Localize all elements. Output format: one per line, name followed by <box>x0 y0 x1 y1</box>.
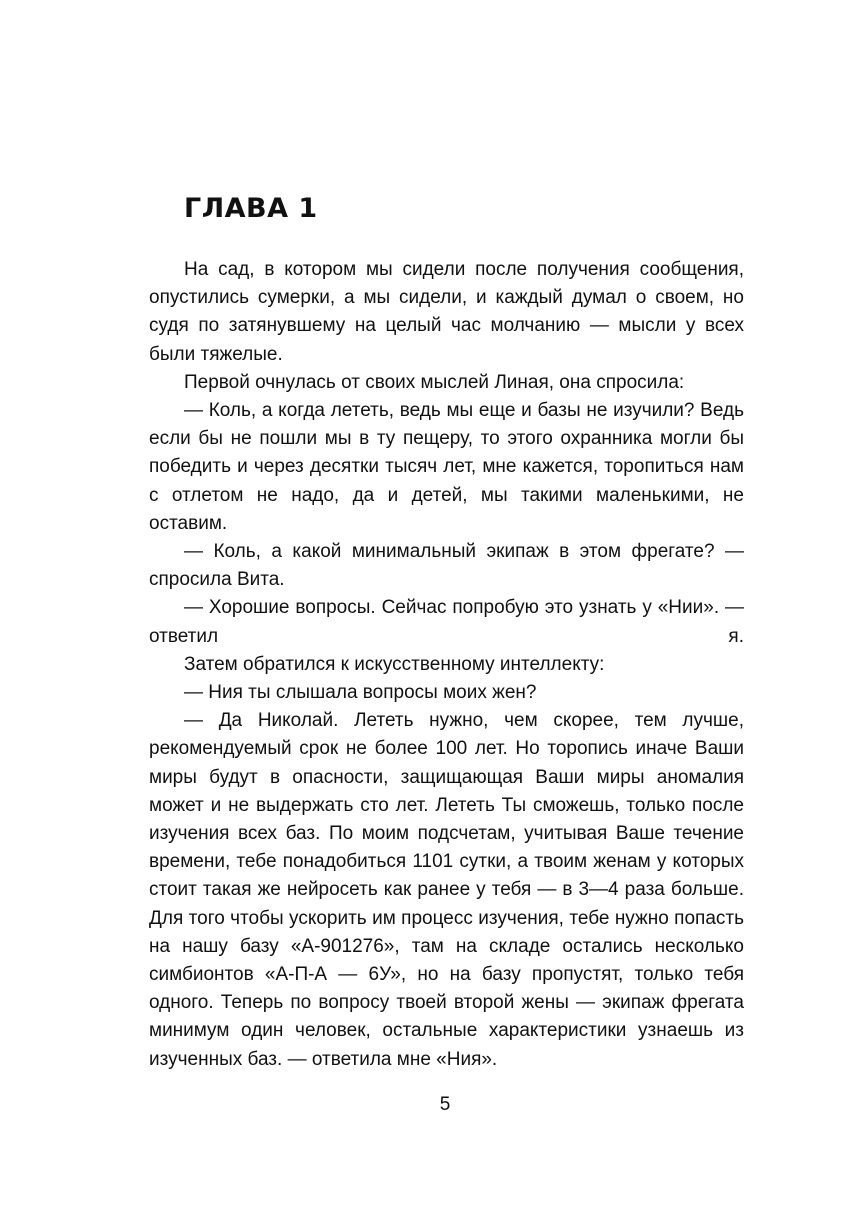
paragraph-4: — Коль, а какой минимальный экипаж в этом фрегате? — спросила Вита. <box>149 541 744 591</box>
paragraph-5: — Хорошие вопросы. Сейчас попробую это узнать у «Нии». — ответил я. <box>149 597 744 647</box>
paragraph-6: Затем обратился к искусственному интеллекту: <box>184 653 605 675</box>
chapter-title: ГЛАВА 1 <box>184 193 318 224</box>
paragraph-7: — Ния ты слышала вопросы моих жен? <box>184 682 537 704</box>
paragraph-8: — Да Николай. Лететь нужно, чем скорее, тем лучше, рекомендуемый срок не более 100 лет. Но торопись иначе Ваши миры будут в опасности, защищающая Ваши миры аномалия может и не выдержать сто лет. Лететь Ты сможешь, только после изучения всех баз. По моим подсчетам, учитывая Ваше течение времени, тебе понадобиться 1101 сутки, а твоим женам у которых стоит такая же нейросеть как ранее у тебя — в 3—4 раза больше. Для того чтобы ускорить им процесс изучения, тебе нужно попасть на нашу базу «А-901276», там на складе остались несколько симбионтов «А-П-А — 6У», но на базу пропустят, только тебя одного. Теперь по вопросу твоей второй жены — экипаж фрегата минимум один человек, остальные характеристики узнаешь из изученных баз. — ответила мне «Ния». <box>149 710 744 1070</box>
paragraph-3: — Коль, а когда лететь, ведь мы еще и базы не изучили? Ведь если бы не пошли мы в ту пещеру, то этого охранника могли бы победить и через десятки тысяч лет, мне кажется, торопиться нам с отлетом не надо, да и детей, мы такими маленькими, не оставим. <box>149 400 744 534</box>
paragraph-2: Первой очнулась от своих мыслей Линая, она спросила: <box>184 371 685 393</box>
paragraph-1: На сад, в котором мы сидели после получения сообщения, опустились сумерки, а мы сидели, и каждый думал о своем, но судя по затянувшему на целый час молчанию — мысли у всех были тяжелые. <box>149 259 744 365</box>
body-text <box>149 256 744 1074</box>
page-number: 5 <box>439 1094 451 1115</box>
